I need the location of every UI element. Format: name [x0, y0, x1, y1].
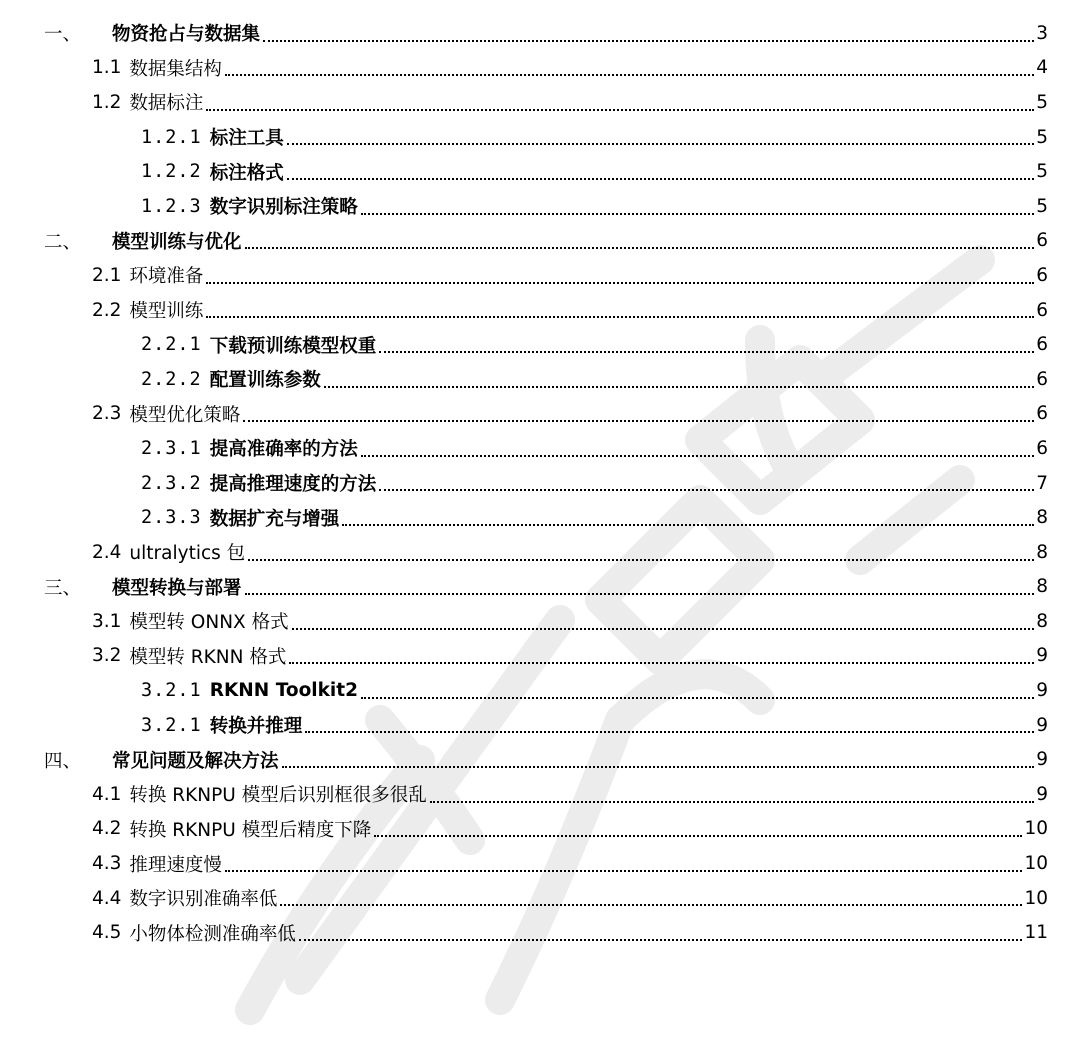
toc-entry-page-number: 5 — [1036, 161, 1048, 183]
toc-entry-number: 三、 — [44, 577, 82, 599]
toc-entry-title: 模型训练与优化 — [112, 231, 242, 253]
dot-leader — [243, 420, 1034, 422]
toc-entry-page-number: 10 — [1024, 818, 1048, 840]
toc-entry-page-number: 9 — [1036, 714, 1048, 736]
dot-leader — [305, 731, 1034, 733]
toc-entry[interactable] — [0, 535, 1080, 570]
dot-leader — [206, 316, 1034, 318]
toc-entry-title: ultralytics 包 — [129, 543, 246, 565]
toc-entry-number: 3.2 — [92, 645, 122, 667]
toc-entry-page-number: 4 — [1036, 57, 1048, 79]
toc-entry-number: 四、 — [44, 750, 82, 772]
toc-entry-title: 数字识别准确率低 — [129, 889, 278, 911]
toc-entry-page-number: 9 — [1036, 680, 1048, 702]
toc-entry-number: 4.1 — [92, 783, 122, 805]
toc-entry-number: 1.2.1 — [141, 126, 202, 148]
toc-entry[interactable] — [0, 673, 1080, 708]
toc-entry-page-number: 10 — [1024, 853, 1048, 875]
dot-leader — [225, 870, 1023, 872]
toc-entry-title: RKNN Toolkit2 — [209, 680, 358, 702]
dot-leader — [379, 489, 1034, 491]
dot-leader — [361, 697, 1034, 699]
toc-entry-number: 二、 — [44, 231, 82, 253]
toc-entry-page-number: 8 — [1036, 541, 1048, 563]
toc-entry-number: 2.2.2 — [141, 368, 202, 390]
toc-entry-page-number: 9 — [1036, 783, 1048, 805]
toc-entry-number: 1.2.2 — [141, 161, 202, 183]
toc-entry-page-number: 6 — [1036, 403, 1048, 425]
toc-entry-title: 模型转换与部署 — [112, 577, 242, 599]
toc-entry-number: 1.1 — [92, 57, 122, 79]
toc-entry-page-number: 6 — [1036, 230, 1048, 252]
toc-entry-number: 2.2 — [92, 299, 122, 321]
toc-entry[interactable] — [0, 362, 1080, 397]
toc-entry-number: 一、 — [44, 24, 82, 46]
dot-leader — [379, 351, 1034, 353]
toc-entry[interactable] — [0, 639, 1080, 674]
toc-entry[interactable] — [0, 466, 1080, 501]
toc-entry[interactable] — [0, 154, 1080, 189]
table-of-contents — [0, 16, 1080, 950]
toc-entry-title: 物资抢占与数据集 — [112, 24, 261, 46]
toc-entry-number: 2.2.1 — [141, 334, 202, 356]
toc-entry-title: 提高准确率的方法 — [209, 439, 358, 461]
toc-entry-number: 2.1 — [92, 264, 122, 286]
toc-entry[interactable] — [0, 881, 1080, 916]
toc-entry[interactable] — [0, 293, 1080, 328]
toc-entry-number: 2.3.1 — [141, 437, 202, 459]
toc-entry[interactable] — [0, 327, 1080, 362]
dot-leader — [361, 455, 1034, 457]
toc-entry-page-number: 6 — [1036, 299, 1048, 321]
toc-entry-number: 2.3.2 — [141, 472, 202, 494]
toc-entry[interactable] — [0, 120, 1080, 155]
dot-leader — [248, 559, 1034, 561]
toc-entry-page-number: 3 — [1036, 22, 1048, 44]
toc-entry-number: 2.4 — [92, 541, 122, 563]
toc-entry-title: 数据扩充与增强 — [209, 508, 340, 530]
dot-leader — [245, 247, 1034, 249]
toc-entry-page-number: 10 — [1024, 887, 1048, 909]
toc-entry-page-number: 8 — [1036, 610, 1048, 632]
dot-leader — [289, 662, 1034, 664]
toc-entry-title: 数据集结构 — [129, 58, 222, 80]
toc-entry-page-number: 5 — [1036, 195, 1048, 217]
dot-leader — [263, 40, 1034, 42]
toc-entry-title: 常见问题及解决方法 — [112, 750, 279, 772]
toc-entry[interactable] — [0, 604, 1080, 639]
toc-entry[interactable] — [0, 431, 1080, 466]
toc-entry-title: 模型转 ONNX 格式 — [129, 612, 289, 634]
dot-leader — [342, 524, 1034, 526]
toc-entry-title: 下载预训练模型权重 — [209, 335, 377, 357]
toc-entry-title: 标注工具 — [209, 128, 284, 150]
toc-entry[interactable] — [0, 189, 1080, 224]
dot-leader — [324, 386, 1034, 388]
toc-entry-page-number: 5 — [1036, 91, 1048, 113]
dot-leader — [280, 904, 1022, 906]
dot-leader — [292, 628, 1034, 630]
toc-entry[interactable] — [0, 708, 1080, 743]
toc-entry-number: 2.3.3 — [141, 507, 202, 529]
toc-entry-title: 模型转 RKNN 格式 — [129, 646, 287, 668]
toc-entry-page-number: 9 — [1036, 645, 1048, 667]
toc-entry-page-number: 6 — [1036, 334, 1048, 356]
toc-entry-number: 1.2.3 — [141, 195, 202, 217]
toc-entry[interactable] — [0, 812, 1080, 847]
toc-entry-number: 2.3 — [92, 403, 122, 425]
toc-entry-title: 转换 RKNPU 模型后精度下降 — [129, 819, 372, 841]
dot-leader — [245, 593, 1034, 595]
dot-leader — [374, 835, 1022, 837]
toc-entry-title: 转换并推理 — [209, 716, 303, 738]
toc-entry-title: 转换 RKNPU 模型后识别框很多很乱 — [129, 785, 427, 807]
dot-leader — [430, 801, 1034, 803]
toc-entry-page-number: 6 — [1036, 368, 1048, 390]
toc-entry-page-number: 11 — [1024, 922, 1048, 944]
toc-entry-title: 提高推理速度的方法 — [209, 474, 377, 496]
toc-entry[interactable] — [0, 16, 1080, 51]
toc-entry-number: 3.2.1 — [141, 714, 202, 736]
dot-leader — [282, 766, 1034, 768]
toc-entry-title: 数据标注 — [129, 93, 204, 115]
toc-entry-title: 标注格式 — [209, 162, 284, 184]
toc-entry[interactable] — [0, 397, 1080, 432]
toc-entry-title: 模型训练 — [129, 301, 204, 323]
toc-entry[interactable] — [0, 846, 1080, 881]
toc-entry-title: 模型优化策略 — [129, 404, 241, 426]
toc-entry-title: 推理速度慢 — [129, 854, 222, 876]
dot-leader — [287, 178, 1034, 180]
toc-entry-page-number: 5 — [1036, 126, 1048, 148]
toc-entry[interactable] — [0, 258, 1080, 293]
toc-entry[interactable] — [0, 777, 1080, 812]
toc-entry[interactable] — [0, 742, 1080, 777]
toc-entry-number: 3.1 — [92, 610, 122, 632]
toc-entry-number: 4.2 — [92, 818, 122, 840]
toc-entry-title: 小物体检测准确率低 — [129, 923, 296, 945]
toc-entry-title: 环境准备 — [129, 266, 204, 288]
dot-leader — [299, 939, 1023, 941]
dot-leader — [206, 282, 1034, 284]
toc-entry-page-number: 8 — [1036, 507, 1048, 529]
toc-entry[interactable] — [0, 570, 1080, 605]
dot-leader — [206, 109, 1034, 111]
toc-entry[interactable] — [0, 51, 1080, 86]
toc-entry-page-number: 7 — [1036, 472, 1048, 494]
toc-entry[interactable] — [0, 915, 1080, 950]
dot-leader — [225, 74, 1034, 76]
toc-entry-title: 配置训练参数 — [209, 370, 321, 392]
toc-entry-page-number: 9 — [1036, 749, 1048, 771]
toc-entry-page-number: 8 — [1036, 576, 1048, 598]
dot-leader — [287, 143, 1034, 145]
toc-entry[interactable] — [0, 85, 1080, 120]
toc-entry-number: 3.2.1 — [141, 680, 202, 702]
dot-leader — [361, 213, 1034, 215]
toc-entry-number: 4.5 — [92, 922, 122, 944]
toc-entry-number: 4.3 — [92, 853, 122, 875]
toc-entry-title: 数字识别标注策略 — [209, 197, 358, 219]
toc-entry[interactable] — [0, 500, 1080, 535]
toc-entry[interactable] — [0, 224, 1080, 259]
toc-entry-page-number: 6 — [1036, 437, 1048, 459]
toc-entry-number: 1.2 — [92, 91, 122, 113]
toc-entry-page-number: 6 — [1036, 264, 1048, 286]
toc-entry-number: 4.4 — [92, 887, 122, 909]
